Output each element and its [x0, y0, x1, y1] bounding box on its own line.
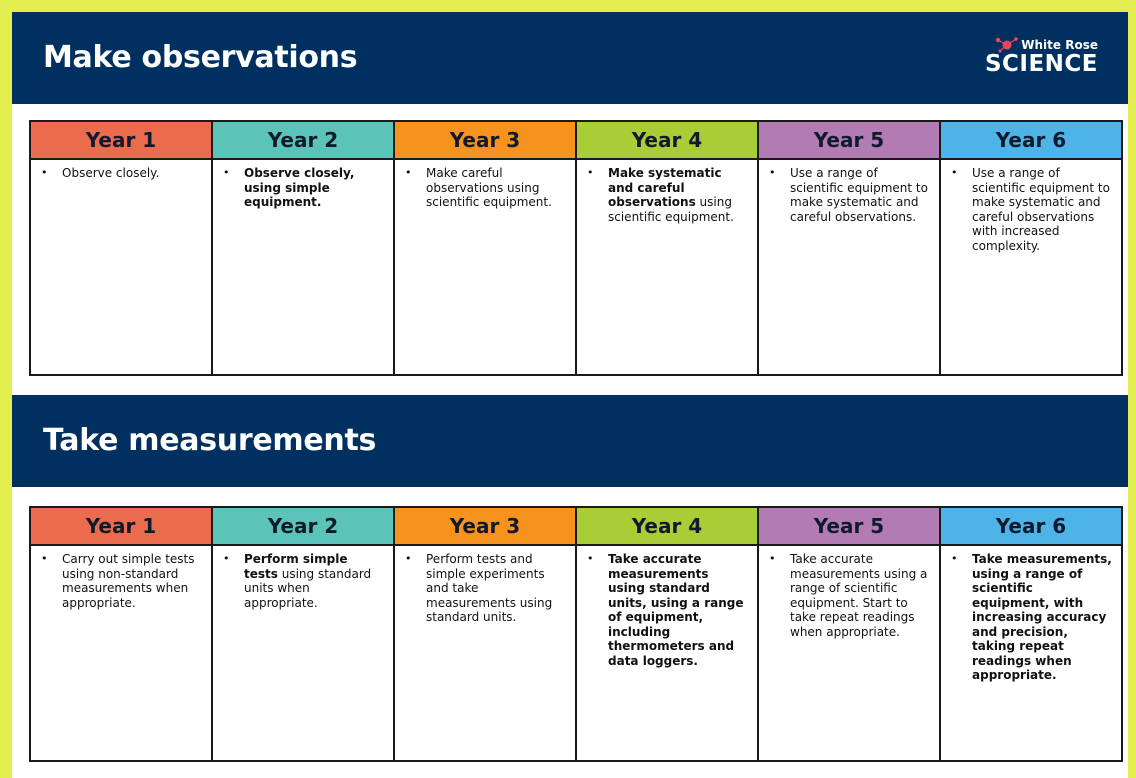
year-5-cell: [758, 545, 940, 761]
year-5-header: Year 5: [758, 507, 940, 545]
year-4-cell: [576, 545, 758, 761]
cell-text: using scientific equipment.: [608, 195, 734, 224]
cell-text: Make careful observations using scientific equipment.: [426, 166, 552, 209]
header-row: [30, 507, 1122, 545]
year-6-cell: [940, 159, 1122, 375]
cell-bold-text: Make systematic and careful observations: [608, 166, 722, 209]
white-rose-science-logo: [978, 36, 1098, 80]
year-4-header: Year 4: [576, 121, 758, 159]
bullet: •: [951, 166, 958, 179]
section-title: Take measurements: [43, 423, 377, 458]
logo-text-top: White Rose: [1021, 38, 1098, 52]
year-2-cell: [212, 545, 394, 761]
year-5-header: Year 5: [758, 121, 940, 159]
cell-text: Observe closely.: [62, 166, 160, 180]
bullet: •: [223, 552, 230, 565]
year-1-header: Year 1: [30, 507, 212, 545]
year-3-header: Year 3: [394, 121, 576, 159]
year-3-cell: [394, 159, 576, 375]
content-row: [30, 545, 1122, 761]
year-6-header: Year 6: [940, 121, 1122, 159]
cell-text: Perform tests and simple experiments and take measurements using standard units.: [426, 552, 553, 624]
year-5-cell: [758, 159, 940, 375]
year-3-cell: [394, 545, 576, 761]
section-header-observations: [12, 12, 1128, 104]
year-6-header: Year 6: [940, 507, 1122, 545]
bullet: •: [223, 166, 230, 179]
bullet: •: [41, 166, 48, 179]
cell-text: Use a range of scientific equipment to make systematic and careful observations.: [790, 166, 928, 224]
year-3-header: Year 3: [394, 507, 576, 545]
year-1-cell: [30, 159, 212, 375]
bullet: •: [769, 552, 776, 565]
bullet: •: [951, 552, 958, 565]
bullet: •: [587, 552, 594, 565]
year-1-cell: [30, 545, 212, 761]
cell-bold-text: Take accurate measurements using standard units, using a range of equipment, including thermometers and data loggers.: [608, 552, 744, 668]
year-4-cell: [576, 159, 758, 375]
cell-bold-text: Observe closely, using simple equipment.: [244, 166, 355, 209]
cell-text: using standard units when appropriate.: [244, 566, 372, 610]
cell-text: Carry out simple tests using non-standard measurements when appropriate.: [62, 552, 195, 610]
bullet: •: [769, 166, 776, 179]
year-2-cell: [212, 159, 394, 375]
page: [12, 12, 1128, 778]
content-row: [30, 159, 1122, 375]
section-header-measurements: [12, 395, 1128, 487]
observations-table: [29, 120, 1123, 376]
cell-bold-text: Take measurements, using a range of scientific equipment, with increasing accuracy and precision, taking repeat readings when appropriate.: [972, 552, 1112, 682]
logo-text-main: SCIENCE: [984, 51, 1098, 77]
measurements-table: [29, 506, 1123, 762]
year-6-cell: [940, 545, 1122, 761]
year-2-header: Year 2: [212, 121, 394, 159]
header-row: [30, 121, 1122, 159]
bullet: •: [41, 552, 48, 565]
cell-text: Take accurate measurements using a range of scientific equipment. Start to take repeat readings when appropriate.: [790, 552, 928, 639]
year-1-header: Year 1: [30, 121, 212, 159]
year-4-header: Year 4: [576, 507, 758, 545]
section-title: Make observations: [43, 40, 358, 75]
bullet: •: [405, 166, 412, 179]
bullet: •: [405, 552, 412, 565]
year-2-header: Year 2: [212, 507, 394, 545]
bullet: •: [587, 166, 594, 179]
cell-text: Use a range of scientific equipment to make systematic and careful observations with increased complexity.: [972, 166, 1110, 253]
cell-bold-text: Perform simple tests: [244, 552, 348, 581]
